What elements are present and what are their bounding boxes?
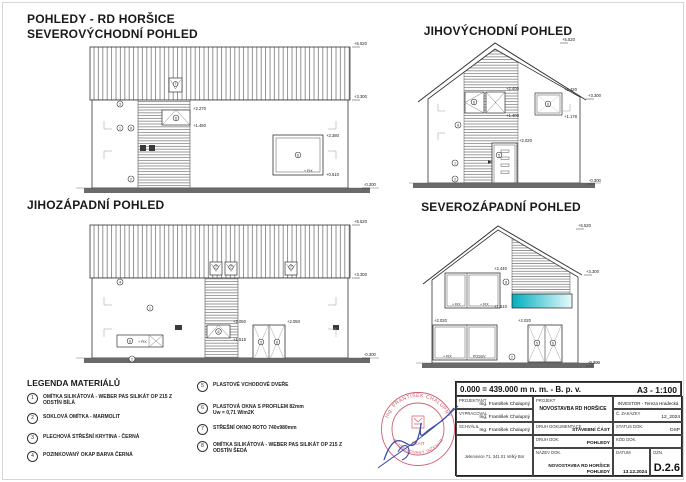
material-ref-5	[534, 340, 540, 346]
legend-text: PLASTOVÉ VCHODOVÉ DVEŘE	[213, 382, 289, 388]
level-marker: -0.300	[588, 360, 600, 365]
titleblock-header	[456, 382, 681, 396]
value: STAVEBNÍ ČÁST	[572, 428, 610, 433]
datum-reference: 0.000 = 439.000 m n. m. - B. p. v.	[460, 385, 582, 394]
level-marker: +1.450	[193, 123, 206, 128]
svg-text:7: 7	[230, 265, 232, 270]
material-ref-5	[496, 152, 502, 158]
ribbon-window-highlighted	[512, 294, 572, 308]
drawing-number: D.2.6	[653, 462, 680, 474]
level-marker: +3.300	[588, 93, 601, 98]
label: DRUH DOKUMENTACE	[536, 424, 582, 429]
level-marker: +1.400	[506, 113, 519, 118]
cell-vypracoval	[456, 409, 533, 422]
cell-status	[613, 422, 683, 435]
level-marker: +0.610	[326, 172, 339, 177]
entrance-door	[488, 143, 517, 183]
legend-num: 3	[27, 433, 38, 444]
material-ref-6	[545, 101, 551, 107]
level-marker: +2.020	[518, 318, 531, 323]
legend-text2: ODSTÍN ŠEDÁ	[213, 448, 248, 454]
label: Č. ZAKÁZKY	[616, 411, 641, 416]
ground-bar	[422, 363, 594, 368]
level-marker: +1.178	[564, 114, 577, 119]
investor: INVESTOR - Tereza Hradecká	[617, 401, 679, 406]
label: STATUS DOK.	[616, 424, 644, 429]
date-value: 13.12.2024	[622, 470, 647, 475]
material-ref-8	[503, 279, 509, 285]
elevation-nw-drawing	[410, 218, 610, 378]
svg-text:6: 6	[175, 116, 177, 121]
project-name: NOVOSTAVBA RD HORŠICE	[539, 406, 607, 412]
level-marker: +3.300	[354, 94, 367, 99]
legend-num: 6	[197, 403, 208, 414]
ground-bar	[84, 188, 370, 193]
vent-square	[175, 325, 182, 330]
fix-label: + FIX	[452, 302, 461, 307]
value: DSP	[670, 428, 680, 433]
level-marker: +2.050	[233, 319, 246, 324]
cladding-gable	[512, 238, 570, 294]
material-ref-2	[509, 354, 515, 360]
svg-text:7: 7	[290, 265, 292, 270]
svg-text:6: 6	[129, 339, 131, 344]
material-ref-6	[471, 99, 477, 105]
level-ticks	[576, 229, 594, 366]
svg-text:8: 8	[130, 126, 132, 131]
svg-text:1: 1	[119, 126, 121, 131]
cell-projekt	[533, 396, 613, 422]
cell-projektant	[456, 396, 533, 409]
label: NÁZEV DOK.	[536, 450, 562, 455]
level-marker: +2.020	[519, 138, 532, 143]
label: DRUH DOK.	[536, 437, 560, 442]
legend-text: PLECHOVÁ STŘEŠNÍ KRYTINA - ČERNÁ	[43, 434, 140, 440]
legend-text: OMÍTKA SILIKÁTOVÁ - WEBER PAS SILIKÁT OP 215 Z	[213, 442, 342, 448]
level-marker: +5.520	[578, 223, 591, 228]
svg-text:1: 1	[149, 306, 151, 311]
level-marker: +2.020	[434, 318, 447, 323]
legend-text: SOKLOVÁ OMÍTKA - MARMOLIT	[43, 414, 121, 420]
view-title-sw: JIHOZÁPADNÍ POHLED	[27, 198, 165, 212]
material-ref-6	[274, 339, 280, 345]
elevation-se-drawing	[405, 33, 605, 193]
svg-text:3: 3	[119, 102, 121, 107]
legend-text: POZINKOVANÝ OKAP BARVA ČERNÁ	[43, 452, 133, 458]
level-marker: +1.510	[494, 304, 507, 309]
cell-investor	[613, 396, 683, 409]
level-marker: +2.380	[326, 133, 339, 138]
cell-druh-dok	[533, 435, 613, 448]
level-marker: +5.520	[354, 219, 367, 224]
level-marker: +2.400	[506, 86, 519, 91]
level-ticks	[352, 225, 370, 358]
material-ref-7	[229, 265, 233, 269]
material-ref-4	[117, 279, 123, 285]
cell-zakazka	[613, 409, 683, 422]
doc-name-1: NOVOSTAVBA RD HORŠICE	[548, 463, 610, 468]
svg-text:5: 5	[536, 341, 538, 346]
cell-address	[456, 435, 533, 477]
svg-text:6: 6	[217, 329, 220, 334]
svg-text:2: 2	[454, 177, 456, 182]
legend-text: OMÍTKA SILIKÁTOVÁ - WEBER PAS SILIKÁT OP 215 Z	[43, 394, 172, 400]
level-marker: -0.300	[364, 182, 376, 187]
legend-num: 7	[197, 424, 208, 435]
level-marker: +5.520	[562, 37, 575, 42]
svg-text:2: 2	[130, 177, 132, 182]
french-door	[528, 325, 562, 362]
fix-label: + FIX	[304, 169, 313, 173]
material-ref-1	[147, 305, 153, 311]
fix-label: + FIX	[443, 354, 452, 359]
vent-square	[140, 145, 146, 151]
svg-text:8: 8	[457, 123, 459, 128]
material-ref-7	[214, 265, 218, 269]
level-marker: +2.440	[494, 266, 507, 271]
svg-text:1: 1	[454, 161, 456, 166]
legend-text: STŘEŠNÍ OKNO ROTO 740x980mm	[213, 425, 297, 431]
level-marker: +3.300	[354, 272, 367, 277]
label: VYPRACOVAL	[459, 411, 488, 416]
level-marker: +2.420	[564, 87, 577, 92]
level-marker: +1.515	[233, 337, 246, 342]
value: Ing. František Chalupný	[479, 415, 530, 420]
stamp-arc-bottom-text: AUTORIZOVANÝ INŽENÝR	[391, 437, 445, 455]
legend-num: 4	[27, 451, 38, 462]
material-ref-6	[173, 115, 179, 121]
cladding-column	[205, 278, 238, 358]
material-ref-6	[295, 152, 301, 158]
svg-text:6: 6	[276, 340, 278, 345]
legend-num: 8	[197, 441, 208, 452]
material-ref-5	[258, 339, 264, 345]
cell-nazev	[533, 448, 613, 477]
fix-label: + FIX	[480, 302, 489, 307]
cell-datum	[613, 448, 650, 477]
cell-kod-dok	[613, 435, 683, 448]
level-marker: +5.520	[354, 41, 367, 46]
elevation-ne-drawing	[70, 33, 385, 198]
svg-text:8: 8	[505, 280, 507, 285]
material-ref-7	[289, 265, 293, 269]
legend-text2: ODSTÍN BÍLÁ	[43, 400, 75, 406]
value: Ing. František Chalupný	[479, 402, 530, 407]
material-ref-1	[452, 160, 458, 166]
material-ref-7	[173, 82, 178, 87]
level-marker: -0.300	[589, 178, 601, 183]
elevation-sw-drawing	[70, 213, 385, 373]
level-ticks	[352, 47, 370, 188]
view-title-nw: SEVEROZÁPADNÍ POHLED	[421, 200, 581, 214]
svg-text:2: 2	[131, 357, 133, 362]
ground-bar	[84, 358, 370, 363]
french-door	[253, 325, 285, 361]
office-address: Jetenovice 71, 341 01 Velký Bor	[464, 454, 525, 459]
vent-square	[149, 145, 155, 151]
material-ref-8	[128, 125, 134, 131]
value: POHLEDY	[586, 441, 610, 446]
value: 12_2024	[661, 415, 680, 420]
svg-text:6: 6	[547, 102, 549, 107]
level-marker: +3.300	[586, 269, 599, 274]
material-ref-6	[127, 338, 133, 344]
stamp-arc-top-text: Ing. FRANTIŠEK CHALUPNÝ	[384, 392, 452, 419]
material-ref-6	[216, 329, 222, 335]
label: PROJEKTANT	[459, 398, 487, 403]
material-ref-8	[455, 122, 461, 128]
stamp-org-text: ČKAIT	[411, 441, 425, 446]
legend-num: 1	[27, 393, 38, 404]
roof-plane	[90, 47, 350, 100]
svg-text:6: 6	[552, 341, 554, 346]
svg-text:6: 6	[473, 100, 475, 105]
svg-text:4: 4	[119, 280, 121, 285]
svg-text:5: 5	[260, 340, 262, 345]
doc-name-2: POHLEDY	[586, 470, 610, 475]
svg-text:2: 2	[511, 355, 513, 360]
legend-text: PLASTOVÁ OKNA S PROFILEM 82mm	[213, 404, 304, 410]
label: OZN.	[653, 450, 664, 455]
svg-text:7: 7	[215, 265, 217, 270]
material-ref-2	[452, 176, 458, 182]
material-ref-2	[129, 356, 135, 362]
label: PROJEKT	[536, 398, 556, 403]
view-title-ne: SEVEROVÝCHODNÍ POHLED	[27, 27, 198, 41]
cell-druh-dokumentace	[533, 422, 613, 435]
level-marker: +2.050	[287, 319, 300, 324]
legend-num: 2	[27, 413, 38, 424]
label: SCHVÁLIL	[459, 424, 480, 429]
label: KÓD DOK.	[616, 437, 637, 442]
material-ref-6	[550, 340, 556, 346]
page-title: POHLEDY - RD HORŠICE	[27, 12, 175, 26]
level-marker: -0.300	[364, 352, 376, 357]
material-ref-1	[117, 125, 123, 131]
legend-title: LEGENDA MATERIÁLŮ	[27, 378, 121, 388]
legend-text2: Uw = 0,71 W/m2K	[213, 410, 255, 416]
legend-num: 5	[197, 381, 208, 392]
material-ref-2	[128, 176, 134, 182]
cell-schvalil	[456, 422, 533, 435]
svg-text:5: 5	[498, 153, 500, 158]
title-block	[455, 381, 682, 476]
cell-ozn	[650, 448, 683, 477]
value: Ing. František Chalupný	[479, 428, 530, 433]
material-ref-3	[117, 101, 123, 107]
svg-text:7: 7	[174, 82, 177, 87]
view-title-se: JIHOVÝCHODNÍ POHLED	[423, 24, 573, 38]
level-marker: +2.270	[193, 106, 206, 111]
format-scale: A3 - 1:100	[636, 385, 677, 395]
sliding-label: POSUV	[473, 354, 486, 359]
svg-text:6: 6	[297, 153, 299, 158]
label: DATUM	[616, 450, 631, 455]
fix-label: + FIX	[138, 339, 147, 344]
ground-bar	[413, 183, 595, 188]
